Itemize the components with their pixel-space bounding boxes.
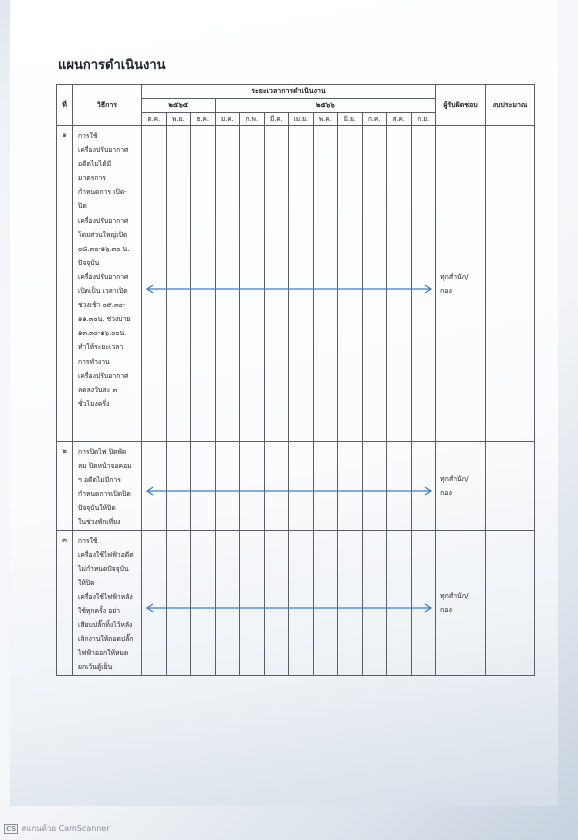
responsible-line: กอง [440,605,452,614]
header-year-2565: ๒๕๖๕ [142,99,216,113]
method-line: ลม ปิดหน้าจอคอม [78,462,132,471]
method-line: ปิด [78,202,87,211]
month-header: เม.ย. [289,113,314,126]
method-line: ปัจจุบัน [78,258,100,267]
method-line: ใช้ทุกครั้ง อย่า [78,607,121,616]
timeline-arrow [145,598,433,608]
method-line: ชั่วโมงครึ่ง [78,399,110,408]
method-line: กำหนดการ เปิด- [78,188,127,197]
method-line: ทำให้ระยะเวลา [78,343,124,352]
row-number: ๓ [57,530,73,675]
timeline-arrow [145,481,433,491]
month-header: พ.ค. [313,113,338,126]
method-line: ให้ปิด [78,578,95,587]
row-number: ๑ [57,126,73,442]
method-line: เครื่องใช้ไฟฟ้าอดีต [78,550,134,559]
method-line: กำหนดการเปิดปิด [78,490,131,499]
method-line: เครื่องปรับอากาศ [78,146,129,155]
month-header: มี.ค. [264,113,289,126]
method-line: เสียบปลั๊กทิ้งไว้หลัง [78,621,133,630]
method-line: ปัจจุบันให้ปิด [78,504,116,513]
method-line: เปิดเป็น เวลาเปิด [78,287,128,296]
method-line: การปิดไฟ ปิดพัด [78,448,127,456]
page-title: แผนการดำเนินงาน [58,58,166,73]
method-line: ในช่วงพักเที่ยง [78,518,121,527]
scanner-footer [4,822,110,835]
camscanner-logo: CS [6,825,17,833]
responsible-cell [436,126,486,442]
method-line: ๑๓.๓๐-๑๖.๐๐น. [78,329,127,338]
responsible-cell [436,530,486,675]
budget-cell [486,530,535,675]
method-line: ไฟฟ้าออกให้หมด [78,649,129,658]
method-line: ลดลงวันละ ๓ [78,385,118,394]
month-header: ก.ย. [411,113,436,126]
action-plan-table [56,84,535,676]
method-cell [73,442,142,531]
method-line: เครื่องใช้ไฟฟ้าหลัง [78,592,133,601]
method-line: ๑๑.๓๐น. ช่วงบ่าย [78,315,131,324]
timeline-arrow [145,279,433,289]
method-line: การใช้ [78,132,98,140]
responsible-line: กอง [440,286,452,295]
budget-cell [486,442,535,531]
method-line: เครื่องปรับอากาศ [78,216,129,225]
month-header: ม.ค. [215,113,240,126]
month-header: ก.ค. [362,113,387,126]
header-budget: งบประมาณ [486,85,535,126]
method-line: ไม่กำหนดปัจจุบัน [78,564,129,573]
document-page [10,0,558,806]
method-line: การใช้ [78,536,98,545]
responsible-line: กอง [440,488,452,497]
header-period: ระยะเวลาการดำเนินงาน [142,85,436,99]
header-method: วิธีการ [73,85,142,126]
plan-rows [57,126,535,676]
method-line: ฯ อดีตไม่มีการ [78,476,121,485]
method-line: ยกเว้นตู้เย็น [78,663,113,672]
method-line: เครื่องปรับอากาศ [78,272,129,281]
row-number: ๒ [57,442,73,531]
responsible-line: ทุกสำนัก/ [440,474,469,483]
header-year-2566: ๒๕๖๖ [215,99,436,113]
method-line: เครื่องปรับอากาศ [78,371,129,380]
method-line: เลิกงานให้ถอดปลั๊ก [78,635,134,644]
method-line: มาตรการ [78,174,106,183]
budget-cell [486,126,535,442]
month-header: พ.ย. [166,113,191,126]
method-line: อดีตไม่ได้มี [78,160,112,169]
method-line: โดยส่วนใหญ่เปิด [78,230,128,239]
method-line: การทำงาน [78,357,110,366]
header-responsible: ผู้รับผิดชอบ [436,85,486,126]
header-no: ที่ [57,85,73,126]
method-line: ๐๘.๓๐-๑๖.๓๐ น. [78,244,130,253]
camscanner-text: สแกนด้วย CamScanner [21,824,110,833]
method-cell [73,126,142,442]
month-header: มิ.ย. [338,113,363,126]
responsible-line: ทุกสำนัก/ [440,591,469,600]
month-header: ธ.ค. [191,113,216,126]
responsible-line: ทุกสำนัก/ [440,272,469,281]
month-header: ต.ค. [142,113,167,126]
month-header: ส.ค. [387,113,412,126]
responsible-cell [436,442,486,531]
month-header: ก.พ. [240,113,265,126]
method-line: ช่วงเช้า ๐๙.๓๐- [78,301,126,310]
method-cell [73,530,142,675]
